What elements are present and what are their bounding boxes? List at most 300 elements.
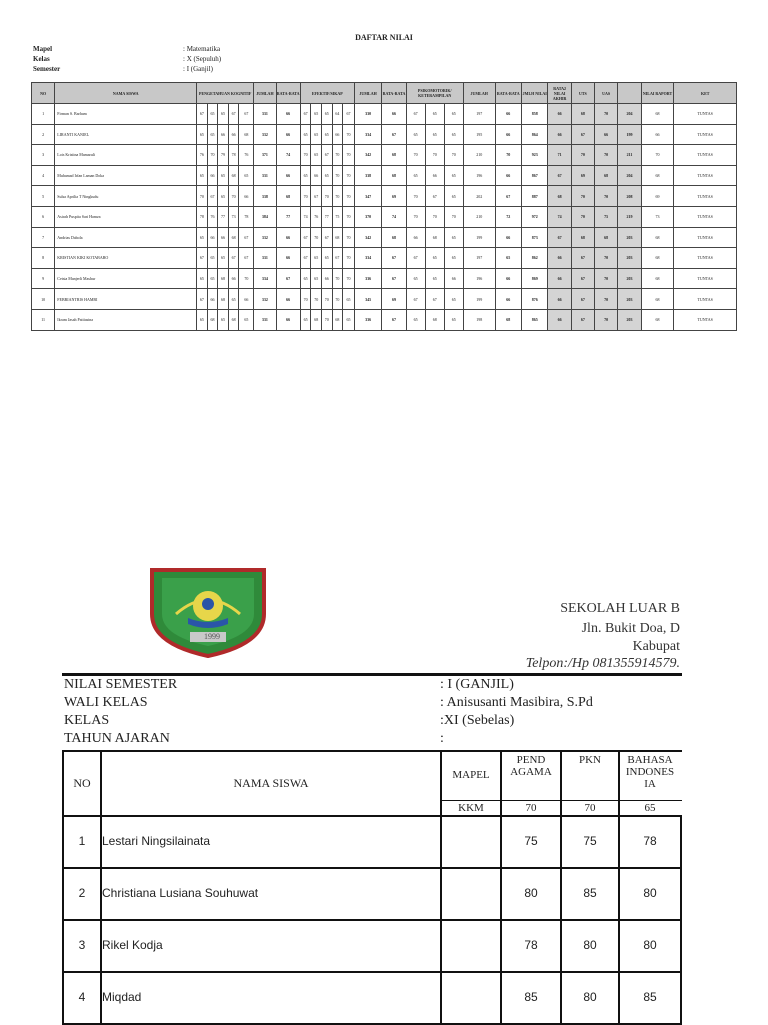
cell-uts: 67 [571, 248, 594, 269]
cell-total: 204 [618, 104, 641, 125]
cell-name: Muhamad Irfan Laman Doka [55, 165, 197, 186]
grade-table-header [32, 83, 737, 104]
cell-nilai-akhir: 71 [548, 145, 571, 166]
cell-nilai-raport: 68 [641, 165, 674, 186]
cell-keterampilan: 65 [425, 268, 444, 289]
school-name: SEKOLAH LUAR B [560, 601, 680, 616]
cell-kognitif-rata: 67 [276, 268, 300, 289]
cell-jmlh-nilai: 862 [522, 248, 548, 269]
cell-uas: 66 [595, 124, 618, 145]
cell-sikap-jumlah: 342 [354, 227, 382, 248]
cell-keterampilan: 70 [444, 145, 463, 166]
cell-uts: 68 [571, 104, 594, 125]
cell-jmlh-nilai: 923 [522, 145, 548, 166]
cell-total: 208 [618, 186, 641, 207]
cell-sikap-jumlah: 330 [354, 104, 382, 125]
cell-ket: TUNTAS [674, 248, 737, 269]
cell-uts: 68 [571, 227, 594, 248]
cell-sikap: 65 [321, 165, 332, 186]
cell-nilai-akhir: 66 [548, 268, 571, 289]
cell-kognitif-rata: 68 [276, 186, 300, 207]
row-divider [62, 919, 682, 921]
cell-kognitif: 65 [197, 309, 208, 330]
cell-sikap-rata: 67 [382, 124, 406, 145]
cell-uas: 70 [595, 309, 618, 330]
t2-header-bottom [62, 815, 682, 817]
cell-kognitif: 67 [239, 104, 254, 125]
cell-ket-rata: 70 [495, 145, 521, 166]
cell-nilai-raport: 68 [641, 227, 674, 248]
cell-keterampilan: 65 [444, 227, 463, 248]
cell-kognitif: 65 [218, 248, 229, 269]
cell-ket-jumlah: 197 [463, 104, 495, 125]
cell-ket: TUNTAS [674, 165, 737, 186]
cell-nilai-akhir: 66 [548, 124, 571, 145]
cell-sikap-rata: 67 [382, 248, 406, 269]
cell-sikap: 65 [300, 268, 311, 289]
cell-sikap-rata: 68 [382, 145, 406, 166]
cell-no: 3 [32, 145, 55, 166]
col-sikap: EFEKTIF/SIKAP [300, 83, 354, 104]
cell-kognitif: 67 [239, 248, 254, 269]
table-row [32, 145, 737, 166]
cell-uas: 70 [595, 248, 618, 269]
col-uas: UAS [595, 83, 618, 104]
cell-kognitif-rata: 66 [276, 165, 300, 186]
row-no: 2 [78, 886, 86, 900]
cell-sikap: 68 [332, 227, 343, 248]
meta-label-kelas: KELAS [64, 713, 110, 728]
table-row [32, 206, 737, 227]
col-kognitif: PENGETAHUAN KOGNITIF [197, 83, 254, 104]
cell-ket-jumlah: 210 [463, 145, 495, 166]
col-total [618, 83, 641, 104]
cell-sikap-jumlah: 336 [354, 309, 382, 330]
cell-name: Sulsa Aprilia T Ningkudu [55, 186, 197, 207]
cell-sikap: 70 [343, 227, 355, 248]
cell-uts: 69 [571, 165, 594, 186]
cell-kognitif: 68 [228, 165, 239, 186]
cell-no: 8 [32, 248, 55, 269]
cell-kognitif: 67 [228, 248, 239, 269]
cell-sikap: 66 [332, 124, 343, 145]
doc1-meta-value: : X (Sepuluh) [183, 55, 222, 63]
cell-ket-rata: 66 [495, 268, 521, 289]
cell-kognitif: 65 [239, 309, 254, 330]
cell-sikap-rata: 67 [382, 268, 406, 289]
subject-header: BAHASA INDONES IA [625, 754, 675, 790]
row-divider [62, 971, 682, 973]
cell-kognitif-rata: 66 [276, 309, 300, 330]
cell-sikap: 65 [300, 309, 311, 330]
cell-sikap: 68 [311, 309, 322, 330]
cell-sikap: 68 [332, 309, 343, 330]
cell-keterampilan: 65 [406, 268, 425, 289]
row-score: 85 [524, 990, 538, 1004]
cell-kognitif: 79 [218, 145, 229, 166]
cell-total: 204 [618, 165, 641, 186]
cell-sikap: 70 [343, 248, 355, 269]
cell-sikap-jumlah: 336 [354, 268, 382, 289]
cell-kognitif: 65 [218, 165, 229, 186]
t2-head-mapel: MAPEL [452, 769, 490, 781]
cell-keterampilan: 67 [425, 289, 444, 310]
cell-name: Andrias Dabola [55, 227, 197, 248]
cell-ket-jumlah: 198 [463, 309, 495, 330]
cell-sikap-rata: 66 [382, 104, 406, 125]
cell-nilai-raport: 68 [641, 268, 674, 289]
cell-no: 2 [32, 124, 55, 145]
cell-kognitif-jumlah: 371 [254, 145, 276, 166]
doc1-meta-label: Mapel [33, 45, 53, 53]
cell-kognitif: 76 [197, 145, 208, 166]
cell-uts: 70 [571, 186, 594, 207]
cell-nilai-akhir: 66 [548, 104, 571, 125]
cell-total: 203 [618, 248, 641, 269]
table-row [32, 248, 737, 269]
col-ket: KET [674, 83, 737, 104]
cell-kognitif: 78 [228, 145, 239, 166]
cell-uas: 68 [595, 227, 618, 248]
cell-keterampilan: 65 [425, 248, 444, 269]
cell-nilai-akhir: 66 [548, 289, 571, 310]
cell-kognitif: 65 [207, 268, 218, 289]
row-score: 80 [643, 938, 657, 952]
cell-ket: TUNTAS [674, 124, 737, 145]
col-name: NAMA SISWA [55, 83, 197, 104]
cell-kognitif: 70 [207, 145, 218, 166]
cell-ket: TUNTAS [674, 104, 737, 125]
table-row [32, 104, 737, 125]
cell-ket-rata: 66 [495, 124, 521, 145]
cell-kognitif: 65 [207, 104, 218, 125]
cell-ket-jumlah: 196 [463, 268, 495, 289]
row-score: 85 [643, 990, 657, 1004]
cell-keterampilan: 70 [425, 145, 444, 166]
col-kognitif-jumlah: JUMLAH [254, 83, 276, 104]
cell-sikap-jumlah: 347 [354, 186, 382, 207]
cell-kognitif: 65 [239, 165, 254, 186]
cell-sikap-jumlah: 370 [354, 206, 382, 227]
cell-uts: 70 [571, 206, 594, 227]
cell-name: Asirah Puspita Sari Hamza [55, 206, 197, 227]
cell-name: FEBRIANTRIS HAMBI [55, 289, 197, 310]
cell-ket-jumlah: 199 [463, 289, 495, 310]
cell-sikap: 70 [300, 186, 311, 207]
cell-kognitif-jumlah: 331 [254, 165, 276, 186]
cell-kognitif: 67 [197, 289, 208, 310]
cell-nilai-raport: 73 [641, 206, 674, 227]
cell-nilai-raport: 69 [641, 186, 674, 207]
cell-uas: 70 [595, 186, 618, 207]
cell-ket-jumlah: 197 [463, 248, 495, 269]
cell-keterampilan: 65 [444, 124, 463, 145]
col-uts: UTS [571, 83, 594, 104]
cell-ket-jumlah: 196 [463, 165, 495, 186]
row-divider [62, 867, 682, 869]
cell-sikap: 65 [343, 309, 355, 330]
cell-keterampilan: 68 [425, 227, 444, 248]
cell-keterampilan: 65 [406, 124, 425, 145]
cell-kognitif-rata: 77 [276, 206, 300, 227]
cell-keterampilan: 66 [425, 165, 444, 186]
row-no: 1 [78, 834, 86, 848]
cell-kognitif-rata: 66 [276, 104, 300, 125]
cell-ket-jumlah: 202 [463, 186, 495, 207]
row-name: Christiana Lusiana Souhuwat [102, 886, 259, 900]
cell-keterampilan: 65 [406, 165, 425, 186]
cell-kognitif: 76 [239, 145, 254, 166]
cell-ket-rata: 66 [495, 165, 521, 186]
t2-kkm-top [440, 800, 682, 801]
cell-kognitif-jumlah: 331 [254, 104, 276, 125]
cell-keterampilan: 65 [444, 104, 463, 125]
cell-sikap: 70 [332, 186, 343, 207]
cell-keterampilan: 65 [425, 104, 444, 125]
col-jmlh-nilai: JMLH NILAI [522, 83, 548, 104]
cell-nilai-akhir: 68 [548, 186, 571, 207]
cell-sikap: 65 [300, 165, 311, 186]
cell-keterampilan: 70 [425, 206, 444, 227]
cell-sikap: 67 [311, 186, 322, 207]
cell-kognitif: 66 [228, 268, 239, 289]
cell-nilai-akhir: 74 [548, 206, 571, 227]
row-score: 78 [643, 834, 657, 848]
cell-total: 203 [618, 268, 641, 289]
cell-nilai-raport: 68 [641, 309, 674, 330]
row-score: 85 [583, 886, 597, 900]
col-sikap-rata: RATA-RATA [382, 83, 406, 104]
cell-uas: 70 [595, 268, 618, 289]
cell-sikap: 70 [343, 165, 355, 186]
cell-ket-rata: 66 [495, 289, 521, 310]
cell-sikap: 67 [300, 227, 311, 248]
cell-sikap: 67 [343, 104, 355, 125]
cell-sikap: 65 [311, 104, 322, 125]
t2-head-name: NAMA SISWA [233, 776, 309, 790]
cell-kognitif-rata: 74 [276, 145, 300, 166]
cell-jmlh-nilai: 972 [522, 206, 548, 227]
cell-kognitif: 68 [218, 289, 229, 310]
cell-total: 203 [618, 309, 641, 330]
cell-sikap: 70 [332, 268, 343, 289]
cell-no: 5 [32, 186, 55, 207]
cell-keterampilan: 65 [444, 289, 463, 310]
cell-kognitif: 68 [207, 309, 218, 330]
cell-keterampilan: 66 [406, 227, 425, 248]
cell-no: 9 [32, 268, 55, 289]
cell-kognitif-jumlah: 334 [254, 268, 276, 289]
cell-jmlh-nilai: 864 [522, 124, 548, 145]
cell-sikap: 75 [332, 206, 343, 227]
subject-kkm: 70 [584, 802, 596, 814]
cell-kognitif-rata: 66 [276, 124, 300, 145]
cell-kognitif: 66 [218, 124, 229, 145]
cell-ket: TUNTAS [674, 145, 737, 166]
cell-kognitif: 66 [228, 124, 239, 145]
cell-jmlh-nilai: 873 [522, 227, 548, 248]
cell-sikap: 65 [321, 124, 332, 145]
cell-ket: TUNTAS [674, 268, 737, 289]
cell-keterampilan: 67 [406, 248, 425, 269]
cell-no: 6 [32, 206, 55, 227]
cell-sikap: 65 [311, 145, 322, 166]
cell-uas: 70 [595, 289, 618, 310]
school-address: Jln. Bukit Doa, D [581, 621, 680, 636]
cell-sikap: 70 [332, 145, 343, 166]
cell-sikap: 70 [300, 289, 311, 310]
cell-sikap: 74 [300, 206, 311, 227]
cell-nilai-akhir: 67 [548, 165, 571, 186]
row-score: 80 [524, 886, 538, 900]
cell-sikap: 65 [300, 124, 311, 145]
cell-kognitif: 65 [207, 124, 218, 145]
row-no: 3 [78, 938, 86, 952]
cell-keterampilan: 65 [444, 248, 463, 269]
cell-jmlh-nilai: 876 [522, 289, 548, 310]
table-row [32, 309, 737, 330]
row-name: Rikel Kodja [102, 938, 163, 952]
table-row [32, 268, 737, 289]
cell-sikap: 65 [343, 289, 355, 310]
cell-nilai-raport: 70 [641, 145, 674, 166]
cell-jmlh-nilai: 869 [522, 268, 548, 289]
grade-table [31, 82, 737, 331]
school-region: Kabupat [632, 639, 680, 654]
cell-sikap-jumlah: 338 [354, 165, 382, 186]
cell-sikap: 70 [343, 124, 355, 145]
col-ket-jumlah: JUMLAH [463, 83, 495, 104]
cell-keterampilan: 66 [444, 268, 463, 289]
cell-uas: 70 [595, 145, 618, 166]
cell-nilai-raport: 66 [641, 124, 674, 145]
cell-sikap: 67 [321, 227, 332, 248]
header-divider [62, 673, 682, 676]
row-name: Lestari Ningsilainata [102, 834, 211, 848]
cell-ket: TUNTAS [674, 186, 737, 207]
cell-kognitif-jumlah: 338 [254, 186, 276, 207]
cell-kognitif: 67 [228, 104, 239, 125]
cell-sikap: 67 [300, 104, 311, 125]
cell-sikap: 67 [321, 145, 332, 166]
cell-total: 199 [618, 124, 641, 145]
cell-sikap: 65 [311, 124, 322, 145]
cell-keterampilan: 65 [444, 165, 463, 186]
cell-ket: TUNTAS [674, 289, 737, 310]
cell-kognitif: 66 [207, 289, 218, 310]
cell-sikap: 64 [332, 104, 343, 125]
cell-no: 7 [32, 227, 55, 248]
table-row [32, 289, 737, 310]
cell-sikap: 70 [343, 186, 355, 207]
cell-kognitif: 65 [218, 309, 229, 330]
cell-no: 1 [32, 104, 55, 125]
cell-kognitif-rata: 66 [276, 248, 300, 269]
cell-sikap: 67 [332, 248, 343, 269]
cell-sikap: 70 [311, 227, 322, 248]
cell-kognitif: 66 [239, 289, 254, 310]
cell-ket-rata: 72 [495, 206, 521, 227]
cell-keterampilan: 68 [425, 309, 444, 330]
cell-sikap-rata: 68 [382, 165, 406, 186]
cell-ket-rata: 66 [495, 104, 521, 125]
cell-total: 219 [618, 206, 641, 227]
doc1-title: DAFTAR NILAI [355, 33, 413, 42]
cell-uas: 75 [595, 206, 618, 227]
cell-jmlh-nilai: 858 [522, 104, 548, 125]
cell-ket: TUNTAS [674, 309, 737, 330]
meta-label-tahun: TAHUN AJARAN [64, 731, 170, 746]
cell-ket-jumlah: 195 [463, 124, 495, 145]
cell-kognitif: 65 [218, 104, 229, 125]
subject-header: PKN [578, 754, 601, 766]
row-score: 75 [583, 834, 597, 848]
cell-sikap: 70 [343, 206, 355, 227]
cell-uts: 67 [571, 289, 594, 310]
subject-kkm: 65 [644, 802, 656, 814]
cell-sikap: 70 [332, 165, 343, 186]
cell-kognitif-rata: 66 [276, 227, 300, 248]
meta-label-semester: NILAI SEMESTER [64, 677, 178, 692]
cell-sikap: 70 [332, 289, 343, 310]
row-score: 75 [524, 834, 538, 848]
cell-keterampilan: 70 [406, 206, 425, 227]
cell-sikap: 65 [311, 248, 322, 269]
doc1-meta-value: : I (Ganjil) [183, 65, 213, 73]
cell-sikap-jumlah: 342 [354, 145, 382, 166]
cell-jmlh-nilai: 887 [522, 186, 548, 207]
cell-ket-rata: 66 [495, 227, 521, 248]
cell-kognitif: 67 [239, 227, 254, 248]
meta-value-wali: : Anisusanti Masibira, S.Pd [440, 695, 593, 710]
cell-kognitif: 66 [218, 227, 229, 248]
col-nilai-akhir: RATA2 NILAI AKHIR [548, 83, 571, 104]
row-score: 78 [524, 938, 538, 952]
cell-kognitif: 65 [228, 289, 239, 310]
col-keterampilan: PSIKOMOTORIK/ KETERAMPILAN [406, 83, 463, 104]
cell-kognitif-jumlah: 331 [254, 309, 276, 330]
cell-nilai-akhir: 66 [548, 248, 571, 269]
cell-kognitif: 66 [207, 165, 218, 186]
col-no: NO [32, 83, 55, 104]
cell-kognitif: 78 [197, 206, 208, 227]
cell-keterampilan: 67 [425, 186, 444, 207]
cell-keterampilan: 65 [444, 309, 463, 330]
t2-head-no: NO [73, 776, 91, 790]
cell-no: 11 [32, 309, 55, 330]
cell-kognitif-jumlah: 332 [254, 289, 276, 310]
cell-sikap-rata: 69 [382, 186, 406, 207]
cell-kognitif: 65 [218, 186, 229, 207]
table-row [32, 124, 737, 145]
cell-kognitif: 67 [197, 104, 208, 125]
cell-uas: 70 [595, 104, 618, 125]
col-nilai-raport: NILAI RAPORT [641, 83, 674, 104]
cell-sikap: 70 [343, 268, 355, 289]
cell-kognitif: 70 [197, 186, 208, 207]
cell-total: 211 [618, 145, 641, 166]
table-row [32, 165, 737, 186]
cell-keterampilan: 70 [406, 145, 425, 166]
cell-nilai-raport: 68 [641, 104, 674, 125]
cell-uts: 67 [571, 268, 594, 289]
cell-uts: 67 [571, 309, 594, 330]
cell-ket-rata: 67 [495, 186, 521, 207]
cell-name: Firman S. Barham [55, 104, 197, 125]
cell-kognitif-jumlah: 332 [254, 124, 276, 145]
cell-sikap: 76 [311, 206, 322, 227]
cell-kognitif: 67 [197, 248, 208, 269]
